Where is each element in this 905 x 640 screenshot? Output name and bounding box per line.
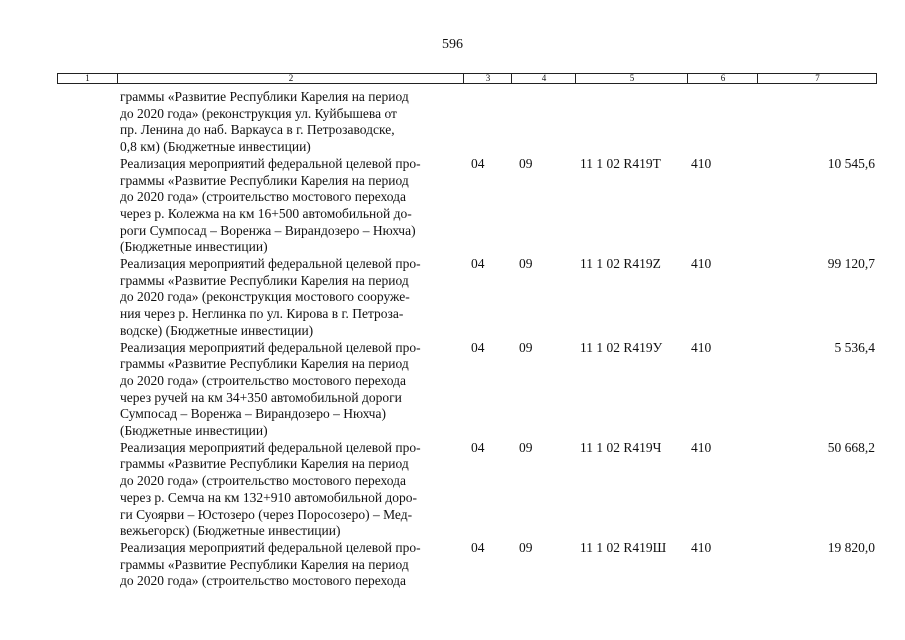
row-target-code: 11 1 02 R419Ч (580, 439, 662, 455)
row-section: 04 (471, 539, 485, 555)
header-col-4: 4 (511, 74, 576, 83)
row-name (120, 156, 465, 256)
row-target-code: 11 1 02 R419Т (580, 155, 661, 171)
row-amount: 10 545,6 (827, 155, 875, 171)
row-name-line: 0,8 км) (Бюджетные инвестиции) (120, 139, 311, 155)
table-row (0, 540, 905, 590)
row-name-line: до 2020 года» (строительство мостового перехода (120, 372, 406, 388)
row-name-line: до 2020 года» (реконструкция мостового сооруже- (120, 289, 410, 305)
row-name-line: до 2020 года» (строительство мостового перехода (120, 573, 406, 589)
table-row (0, 89, 905, 156)
row-name-line: (Бюджетные инвестиции) (120, 239, 268, 255)
row-expense-type: 410 (691, 155, 712, 171)
header-col-5: 5 (575, 74, 688, 83)
row-expense-type: 410 (691, 439, 712, 455)
row-name-line: пр. Ленина до наб. Варкауса в г. Петрозаводске, (120, 122, 395, 138)
row-target-code: 11 1 02 R419У (580, 339, 663, 355)
row-name-line: вежьегорск) (Бюджетные инвестиции) (120, 523, 341, 539)
row-subsection: 09 (519, 155, 533, 171)
row-target-code: 11 1 02 R419Z (580, 256, 661, 272)
header-col-6: 6 (687, 74, 758, 83)
row-name-line: граммы «Развитие Республики Карелия на период (120, 272, 409, 288)
row-subsection: 09 (519, 339, 533, 355)
header-col-1: 1 (85, 73, 90, 83)
header-col-2: 2 (117, 74, 464, 83)
row-name-line: Реализация мероприятий федеральной целевой про- (120, 256, 421, 272)
row-name-line: граммы «Развитие Республики Карелия на период (120, 456, 409, 472)
row-name-line: роги Сумпосад – Воренжа – Вирандозеро – Нюхча) (120, 222, 416, 238)
row-name-line: ния через р. Неглинка по ул. Кирова в г. Петроза- (120, 306, 404, 322)
row-section: 04 (471, 155, 485, 171)
row-name-line: граммы «Развитие Республики Карелия на период (120, 356, 409, 372)
table-row (0, 440, 905, 540)
header-col-7: 7 (757, 74, 877, 83)
row-amount: 50 668,2 (827, 439, 875, 455)
row-name-line: водске) (Бюджетные инвестиции) (120, 322, 314, 338)
row-name-line: граммы «Развитие Республики Карелия на период (120, 172, 409, 188)
row-subsection: 09 (519, 539, 533, 555)
row-name (120, 440, 465, 540)
row-section: 04 (471, 339, 485, 355)
row-name (120, 256, 465, 340)
page-number: 596 (442, 37, 463, 52)
row-name-line: граммы «Развитие Республики Карелия на период (120, 556, 409, 572)
row-name (120, 89, 465, 156)
table-row (0, 256, 905, 340)
row-name (120, 340, 465, 440)
row-name-line: Реализация мероприятий федеральной целевой про- (120, 339, 421, 355)
row-subsection: 09 (519, 256, 533, 272)
row-name-line: Реализация мероприятий федеральной целевой про- (120, 439, 421, 455)
header-col-3: 3 (463, 74, 512, 83)
row-name-line: через р. Семча на км 132+910 автомобильной доро- (120, 489, 418, 505)
row-name-line: граммы «Развитие Республики Карелия на период (120, 89, 409, 104)
row-subsection: 09 (519, 439, 533, 455)
row-amount: 19 820,0 (827, 539, 875, 555)
row-name-line: ги Суоярви – Юстозеро (через Поросозеро) – Мед- (120, 506, 413, 522)
row-name-line: до 2020 года» (реконструкция ул. Куйбышева от (120, 105, 397, 121)
row-target-code: 11 1 02 R419Ш (580, 539, 667, 555)
row-name-line: (Бюджетные инвестиции) (120, 423, 268, 439)
row-name-line: Реализация мероприятий федеральной целевой про- (120, 539, 421, 555)
row-expense-type: 410 (691, 339, 712, 355)
row-name-line: через р. Колежма на км 16+500 автомобильной до- (120, 205, 412, 221)
row-name (120, 540, 465, 590)
row-section: 04 (471, 439, 485, 455)
row-expense-type: 410 (691, 539, 712, 555)
row-expense-type: 410 (691, 256, 712, 272)
row-name-line: Реализация мероприятий федеральной целевой про- (120, 155, 421, 171)
table-row (0, 340, 905, 440)
table-body (0, 89, 905, 590)
row-name-line: до 2020 года» (строительство мостового перехода (120, 473, 406, 489)
row-amount: 99 120,7 (827, 256, 875, 272)
row-name-line: Сумпосад – Воренжа – Вирандозеро – Нюхча) (120, 406, 386, 422)
row-name-line: через ручей на км 34+350 автомобильной дороги (120, 389, 402, 405)
table-header (57, 73, 877, 84)
row-amount: 5 536,4 (834, 339, 875, 355)
row-name-line: до 2020 года» (строительство мостового перехода (120, 189, 406, 205)
row-section: 04 (471, 256, 485, 272)
table-row (0, 156, 905, 256)
